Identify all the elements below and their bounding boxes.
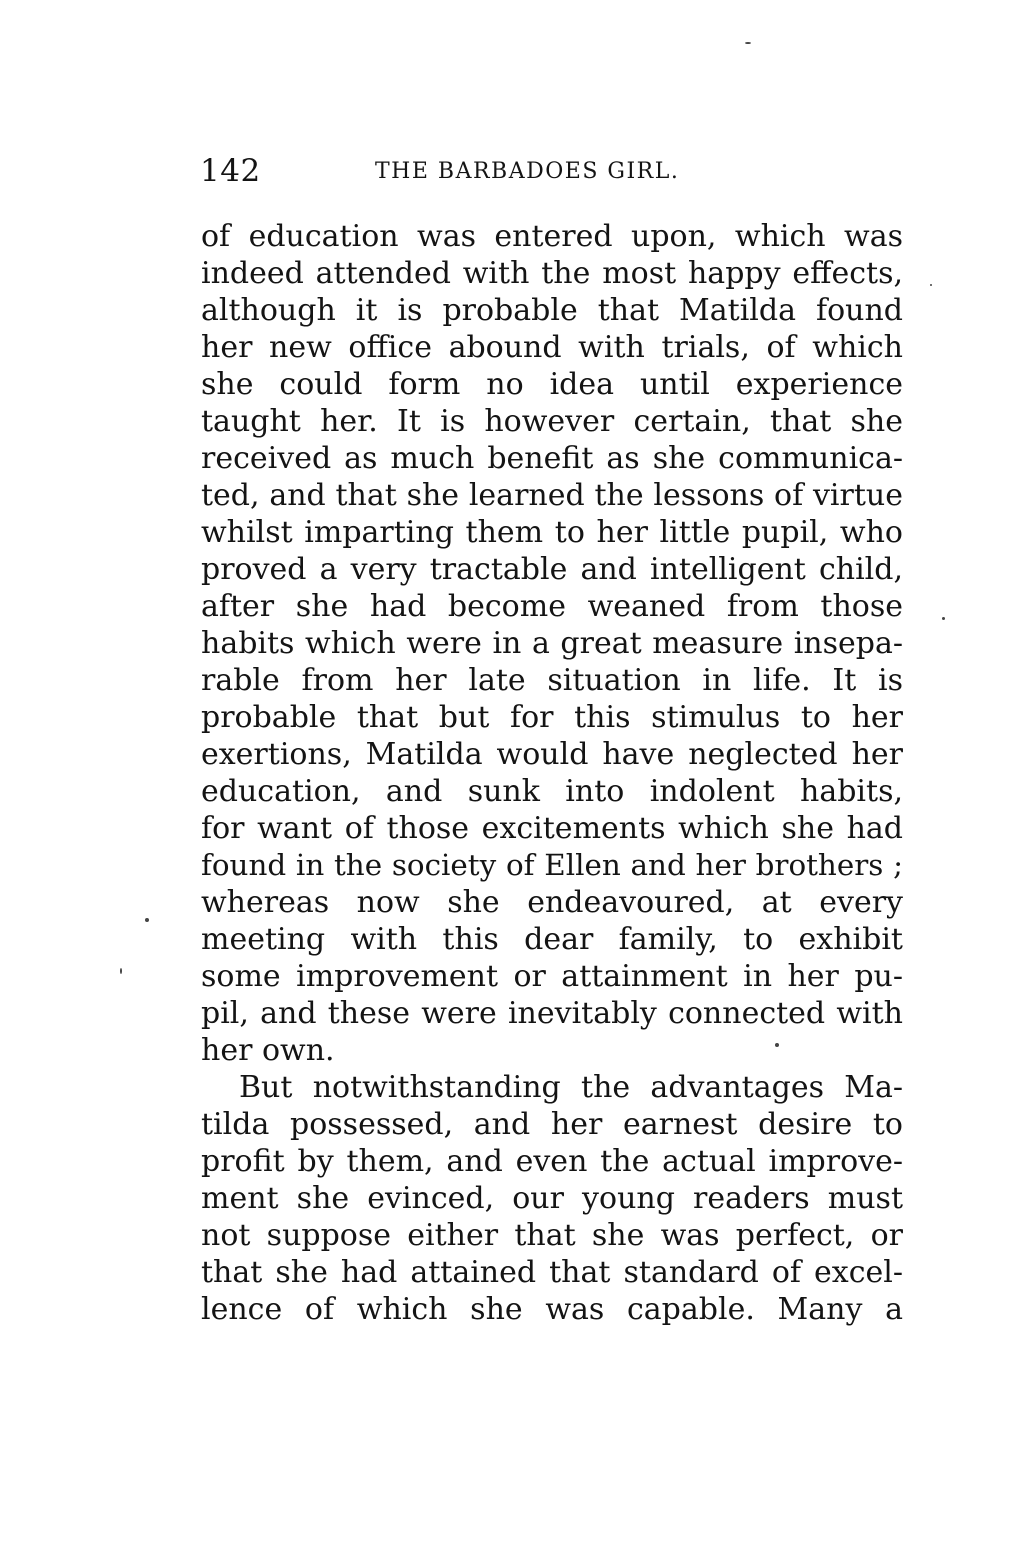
text-line: although it is probable that Matilda found [201,293,903,328]
text-line: that she had attained that standard of excel- [201,1255,903,1290]
text-line: of education was entered upon, which was [201,219,903,254]
text-line: after she had become weaned from those [201,589,903,624]
text-line: indeed attended with the most happy effects, [201,256,903,291]
page-number: 142 [200,153,261,189]
text-line: for want of those excitements which she had [201,811,903,846]
text-line: received as much benefit as she communica- [201,441,903,476]
scan-speck [145,918,149,922]
text-line: taught her. It is however certain, that she [201,404,903,439]
text-line: exertions, Matilda would have neglected her [201,737,903,772]
text-line: pil, and these were inevitably connected with [201,996,903,1031]
text-line: whereas now she endeavoured, at every [201,885,903,920]
text-line: education, and sunk into indolent habits, [201,774,903,809]
scan-speck [942,617,945,620]
text-line: meeting with this dear family, to exhibit [201,922,903,957]
text-line: But notwithstanding the advantages Ma- [239,1070,903,1105]
running-title: THE BARBADOES GIRL. [375,159,680,184]
text-line: her new office abound with trials, of which [201,330,903,365]
text-line: proved a very tractable and intelligent child, [201,552,903,587]
scan-speck [775,1043,779,1047]
text-line: rable from her late situation in life. It is [201,663,903,698]
text-line: profit by them, and even the actual improve- [201,1144,903,1179]
text-line: she could form no idea until experience [201,367,903,402]
text-line: not suppose either that she was perfect, or [201,1218,903,1253]
text-line: ted, and that she learned the lessons of virtue [201,478,903,513]
body-text [201,218,903,1328]
text-line: her own. [201,1033,335,1068]
text-line: lence of which she was capable. Many a [201,1292,903,1327]
paragraph-1 [201,218,903,1069]
text-line: tilda possessed, and her earnest desire to [201,1107,903,1142]
scan-speck [745,42,751,44]
text-line: found in the society of Ellen and her brothers ; [201,848,903,882]
text-line: habits which were in a great measure insepa- [201,626,903,661]
text-line: whilst imparting them to her little pupil, who [201,515,903,550]
scan-speck [930,284,932,286]
text-line: some improvement or attainment in her pu- [201,959,903,994]
text-line: probable that but for this stimulus to her [201,700,903,735]
paragraph-2 [201,1069,903,1328]
scan-speck [120,968,122,974]
page-header [200,150,760,192]
text-line: ment she evinced, our young readers must [201,1181,903,1216]
